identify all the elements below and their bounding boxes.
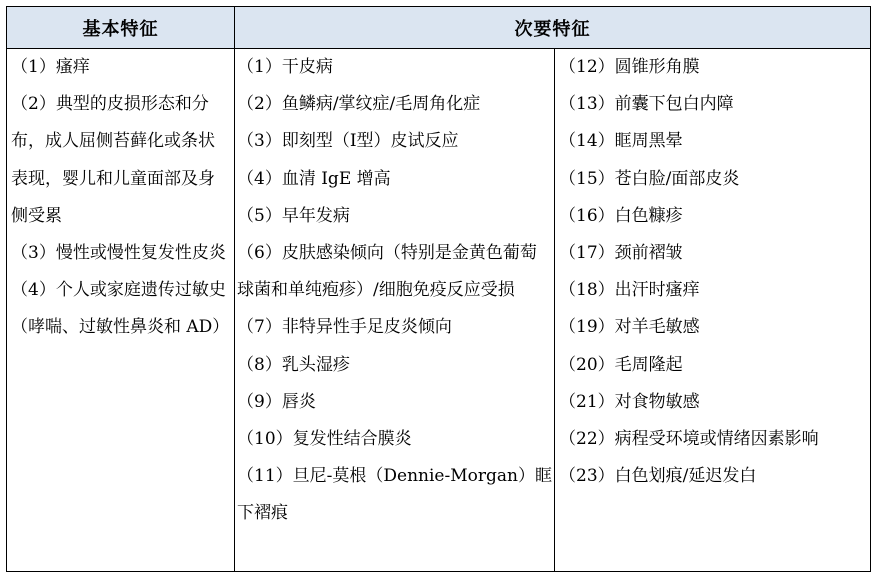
minor-feature-item: （13）前囊下包白内障 <box>559 94 734 115</box>
minor-feature-item: （20）毛周隆起 <box>559 354 683 375</box>
minor-feature-item: （21）对食物敏感 <box>559 391 700 412</box>
minor-feature-item: （12）圆锥形角膜 <box>559 57 700 77</box>
minor-feature-item: （14）眶周黑晕 <box>559 131 683 152</box>
minor-feature-item: （23）白色划痕/延迟发白 <box>559 466 757 487</box>
minor-feature-item: （8）乳头湿疹 <box>237 354 350 375</box>
minor-feature-item: （17）颈前褶皱 <box>559 243 683 264</box>
minor-features-column-right <box>555 49 870 571</box>
minor-feature-item: （10）复发性结合膜炎 <box>237 429 412 450</box>
minor-feature-item: （16）白色糠疹 <box>559 205 683 226</box>
minor-feature-item: （5）早年发病 <box>237 205 350 226</box>
basic-features-column <box>7 49 235 571</box>
minor-feature-item: （9）唇炎 <box>237 391 316 412</box>
minor-feature-item: （2）鱼鳞病/掌纹症/毛周角化症 <box>237 94 481 115</box>
basic-feature-item: （3）慢性或慢性复发性皮炎 <box>11 243 226 264</box>
minor-feature-item: （15）苍白脸/面部皮炎 <box>559 168 740 189</box>
basic-feature-item: （4）个人或家庭遗传过敏史（哮喘、过敏性鼻炎和 AD） <box>11 280 230 338</box>
basic-feature-item: （2）典型的皮损形态和分布，成人屈侧苔藓化或条状表现，婴儿和儿童面部及身侧受累 <box>11 94 215 226</box>
minor-feature-item: （7）非特异性手足皮炎倾向 <box>237 317 452 338</box>
minor-feature-item: （3）即刻型（Ⅰ型）皮试反应 <box>237 131 459 152</box>
minor-feature-item: （1）干皮病 <box>237 57 333 77</box>
minor-feature-item: （11）旦尼-莫根（Dennie-Morgan）眶下褶痕 <box>237 466 552 524</box>
criteria-table <box>6 6 871 572</box>
minor-feature-item: （19）对羊毛敏感 <box>559 317 700 338</box>
minor-feature-item: （6）皮肤感染倾向（特别是金黄色葡萄球菌和单纯疱疹）/细胞免疫反应受损 <box>237 243 537 301</box>
header-basic-features: 基本特征 <box>7 7 235 49</box>
basic-feature-item: （1）瘙痒 <box>11 57 90 77</box>
minor-features-column-left <box>235 49 555 571</box>
header-minor-features: 次要特征 <box>235 7 870 49</box>
minor-feature-item: （4）血清 IgE 增高 <box>237 168 391 189</box>
minor-feature-item: （22）病程受环境或情绪因素影响 <box>559 429 819 450</box>
minor-feature-item: （18）出汗时瘙痒 <box>559 280 700 301</box>
